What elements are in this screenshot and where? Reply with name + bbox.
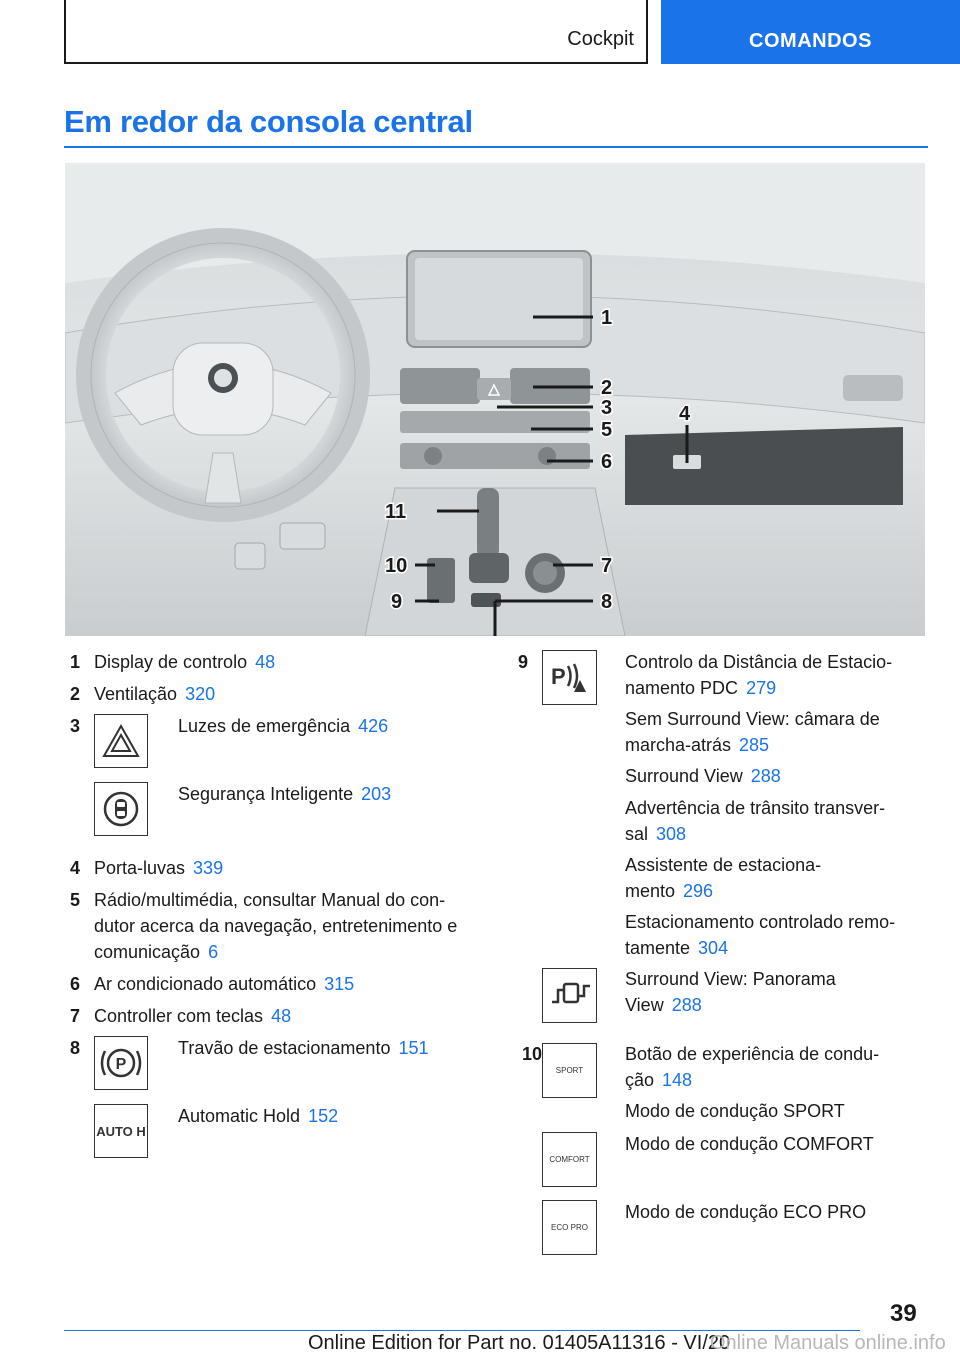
list-item: Travão de estacionamento 151 xyxy=(178,1038,429,1058)
list-item: Surround View: Panorama View 288 xyxy=(625,969,836,1015)
list-item: Rádio/multimédia, consultar Manual do con- dutor acerca da navegação, entretenimento e comunicação 6 xyxy=(94,890,458,962)
list-item: Ar condicionado automático 315 xyxy=(94,974,355,994)
callout-9: 9 xyxy=(391,591,403,613)
callout-10: 10 xyxy=(385,555,408,577)
page-ref-link[interactable]: 152 xyxy=(308,1106,339,1126)
list-item: Sem Surround View: câmara de marcha-atrás 285 xyxy=(625,709,880,755)
page-number: 39 xyxy=(890,1300,917,1327)
list-item: Advertência de trânsito transver- sal 308 xyxy=(625,798,886,844)
footer-edition: Online Edition for Part no. 01405A11316 - VI/20 xyxy=(308,1332,731,1354)
list-item: Ventilação 320 xyxy=(94,684,216,704)
page-ref-link[interactable]: 304 xyxy=(698,938,729,958)
callout-3: 3 xyxy=(601,397,613,419)
item-number: 8 xyxy=(69,1038,80,1058)
parking-brake-icon xyxy=(94,1036,148,1090)
title-divider xyxy=(64,146,928,148)
header-section-box xyxy=(64,0,648,64)
page-ref-link[interactable]: 320 xyxy=(185,684,216,704)
list-item: Botão de experiência de condu- ção 148 xyxy=(625,1044,880,1090)
list-item: Modo de condução COMFORT xyxy=(625,1134,874,1154)
list-item: Segurança Inteligente 203 xyxy=(178,784,392,804)
page-ref-link[interactable]: 203 xyxy=(361,784,392,804)
page-ref-link[interactable]: 285 xyxy=(739,735,770,755)
callout-1: 1 xyxy=(601,307,613,329)
park-distance-control-icon xyxy=(542,650,597,705)
header-chapter-tab xyxy=(661,0,960,64)
item-number: 2 xyxy=(69,684,80,704)
callout-6: 6 xyxy=(601,451,613,473)
auto-hold-icon: AUTO H xyxy=(94,1104,148,1158)
header-section-label: Cockpit xyxy=(567,28,634,50)
header-chapter-label: COMANDOS xyxy=(749,30,872,52)
comfort-button-icon: COMFORT xyxy=(542,1132,597,1187)
page-ref-link[interactable]: 288 xyxy=(750,766,781,786)
item-number: 1 xyxy=(69,652,80,672)
item-number: 10 xyxy=(521,1044,542,1064)
page-ref-link[interactable]: 148 xyxy=(662,1070,693,1090)
page-ref-link[interactable]: 339 xyxy=(193,858,224,878)
svg-text:P: P xyxy=(550,663,566,689)
list-item: Surround View 288 xyxy=(625,766,781,786)
list-item: Porta-luvas 339 xyxy=(94,858,224,878)
sport-button-icon: SPORT xyxy=(542,1043,597,1098)
item-number: 4 xyxy=(69,858,80,878)
list-item: Display de controlo 48 xyxy=(94,652,276,672)
callout-7: 7 xyxy=(601,555,613,577)
callout-11: 11 xyxy=(385,501,407,523)
page-ref-link[interactable]: 288 xyxy=(671,995,702,1015)
hazard-warning-icon xyxy=(94,714,148,768)
list-item: Luzes de emergência 426 xyxy=(178,716,389,736)
page-ref-link[interactable]: 279 xyxy=(746,678,777,698)
watermark: Online Manuals online.info xyxy=(710,1332,946,1354)
item-number: 5 xyxy=(69,890,80,910)
list-item: Modo de condução ECO PRO xyxy=(625,1202,867,1222)
page-ref-link[interactable]: 6 xyxy=(208,942,219,962)
page-ref-link[interactable]: 296 xyxy=(683,881,714,901)
page-ref-link[interactable]: 308 xyxy=(656,824,687,844)
cockpit-illustration xyxy=(65,163,925,636)
page-title: Em redor da consola central xyxy=(64,104,473,139)
page-ref-link[interactable]: 48 xyxy=(255,652,276,672)
callout-4: 4 xyxy=(679,403,691,425)
list-item: Assistente de estaciona- mento 296 xyxy=(625,855,822,901)
list-item: Estacionamento controlado remo- tamente 304 xyxy=(625,912,896,958)
item-number: 9 xyxy=(517,652,528,672)
panorama-view-icon xyxy=(542,968,597,1023)
svg-text:P: P xyxy=(115,1056,127,1073)
eco-pro-button-icon: ECO PRO xyxy=(542,1200,597,1255)
callout-2: 2 xyxy=(601,377,613,399)
list-item: Automatic Hold 152 xyxy=(178,1106,339,1126)
footer-divider xyxy=(64,1330,860,1331)
callout-8: 8 xyxy=(601,591,613,613)
item-number: 6 xyxy=(69,974,80,994)
list-item: Controlo da Distância de Estacio- namento PDC 279 xyxy=(625,652,893,698)
page-ref-link[interactable]: 426 xyxy=(358,716,389,736)
page-ref-link[interactable]: 315 xyxy=(324,974,355,994)
item-number: 7 xyxy=(69,1006,80,1026)
page-ref-link[interactable]: 151 xyxy=(398,1038,429,1058)
page-ref-link[interactable]: 48 xyxy=(271,1006,292,1026)
list-item: Modo de condução SPORT xyxy=(625,1101,845,1121)
intelligent-safety-icon xyxy=(94,782,148,836)
list-item: Controller com teclas 48 xyxy=(94,1006,292,1026)
item-number: 3 xyxy=(69,716,80,736)
callout-5: 5 xyxy=(601,419,613,441)
